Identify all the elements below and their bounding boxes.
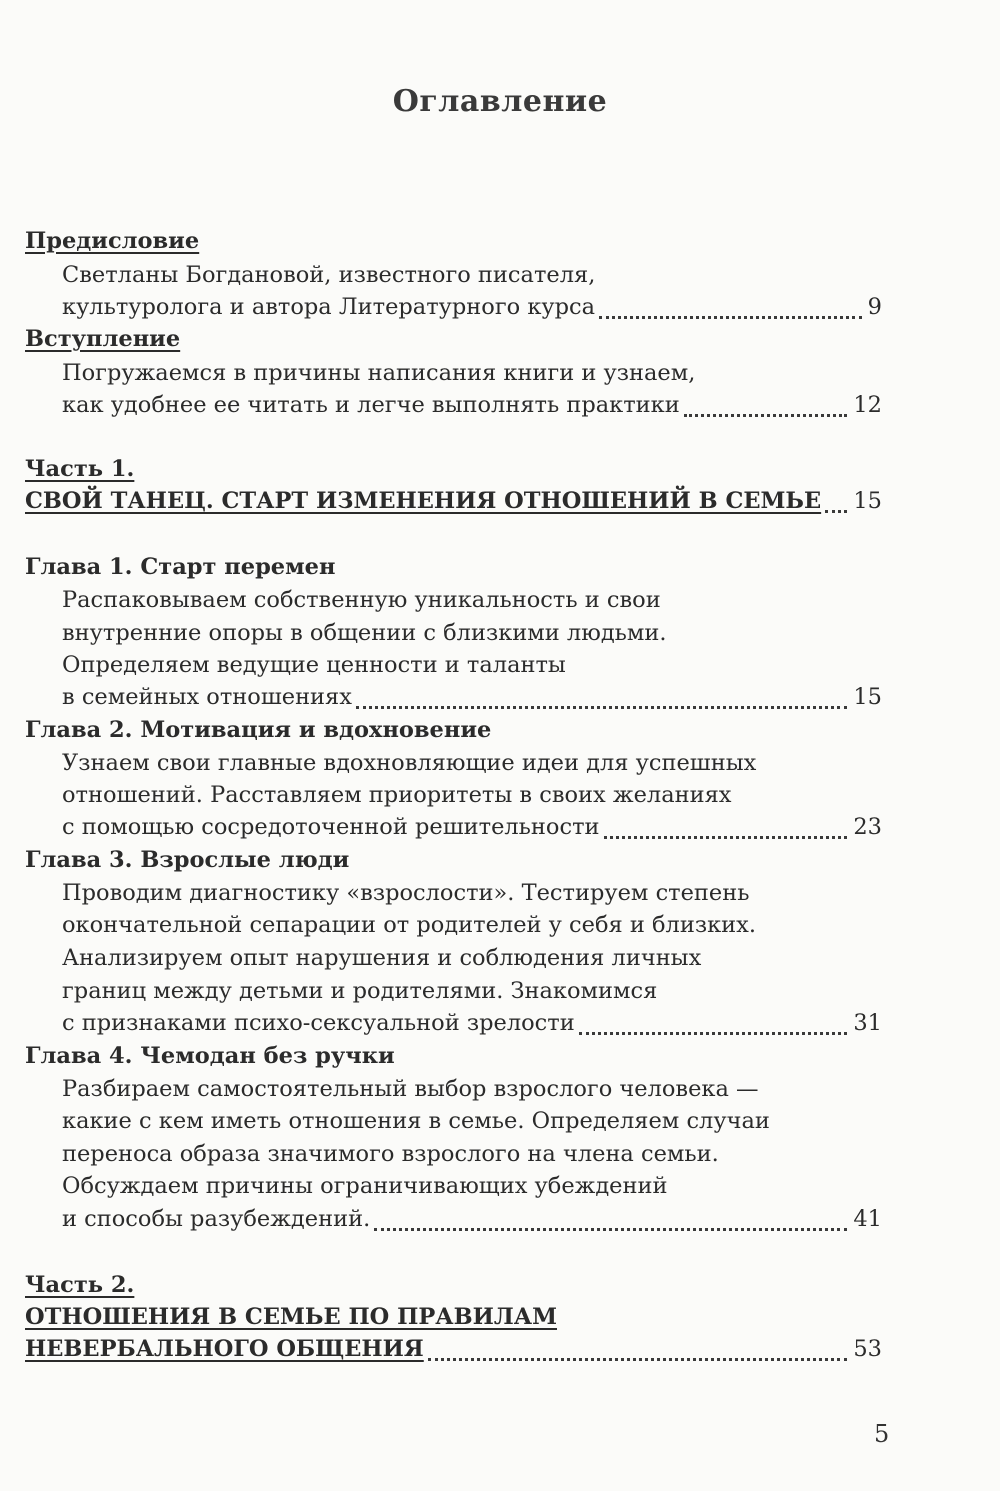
- chapter4-heading[interactable]: Глава 4. Чемодан без ручки: [25, 1043, 395, 1069]
- chapter1-page: 15: [853, 684, 882, 710]
- part1-entry[interactable]: [25, 484, 882, 518]
- chapter4-line-3: переноса образа значимого взрослого на члена семьи.: [62, 1141, 719, 1167]
- dot-leader: [428, 1352, 848, 1361]
- chapter4-last-line: и способы разубеждений.: [62, 1206, 371, 1232]
- chapter1-line-2: внутренние опоры в общении с близкими людьми.: [62, 620, 667, 646]
- chapter1-line-3: Определяем ведущие ценности и таланты: [62, 652, 566, 678]
- dot-leader: [356, 700, 847, 709]
- chapter2-page: 23: [853, 814, 882, 840]
- intro-heading[interactable]: Вступление: [25, 326, 181, 352]
- chapter1-last-line: в семейных отношениях: [62, 684, 352, 710]
- dot-leader: [374, 1222, 847, 1231]
- chapter1-entry[interactable]: [62, 680, 882, 714]
- chapter4-line-1: Разбираем самостоятельный выбор взрослого человека —: [62, 1076, 759, 1102]
- chapter1-heading[interactable]: Глава 1. Старт перемен: [25, 554, 336, 580]
- chapter3-entry[interactable]: [62, 1006, 882, 1040]
- part2-title-line-2: НЕВЕРБАЛЬНОГО ОБЩЕНИЯ: [25, 1336, 424, 1362]
- chapter3-line-4: границ между детьми и родителями. Знакомимся: [62, 978, 658, 1004]
- chapter3-heading[interactable]: Глава 3. Взрослые люди: [25, 847, 350, 873]
- dot-leader: [684, 408, 848, 417]
- chapter4-page: 41: [853, 1206, 882, 1232]
- part1-label[interactable]: Часть 1.: [25, 456, 135, 482]
- chapter3-line-1: Проводим диагностику «взрослости». Тестируем степень: [62, 880, 750, 906]
- chapter4-entry[interactable]: [62, 1202, 882, 1236]
- chapter3-line-3: Анализируем опыт нарушения и соблюдения личных: [62, 945, 702, 971]
- chapter1-line-1: Распаковываем собственную уникальность и свои: [62, 587, 661, 613]
- chapter2-heading[interactable]: Глава 2. Мотивация и вдохновение: [25, 717, 492, 743]
- chapter4-line-4: Обсуждаем причины ограничивающих убеждений: [62, 1173, 668, 1199]
- intro-entry[interactable]: [62, 388, 882, 422]
- part2-entry[interactable]: [25, 1332, 882, 1366]
- chapter3-last-line: с признаками психо-сексуальной зрелости: [62, 1010, 575, 1036]
- chapter2-last-line: с помощью сосредоточенной решительности: [62, 814, 600, 840]
- page-number: 5: [874, 1420, 890, 1448]
- chapter2-line-1: Узнаем свои главные вдохновляющие идеи для успешных: [62, 750, 757, 776]
- chapter2-entry[interactable]: [62, 810, 882, 844]
- intro-line-1: Погружаемся в причины написания книги и узнаем,: [62, 360, 696, 386]
- dot-leader: [599, 310, 862, 319]
- preface-heading[interactable]: Предисловие: [25, 228, 200, 254]
- chapter3-page: 31: [853, 1010, 882, 1036]
- part1-page: 15: [853, 488, 882, 514]
- part2-title-line-1[interactable]: ОТНОШЕНИЯ В СЕМЬЕ ПО ПРАВИЛАМ: [25, 1304, 558, 1330]
- intro-page: 12: [853, 392, 882, 418]
- intro-line-2: как удобнее ее читать и легче выполнять практики: [62, 392, 680, 418]
- dot-leader: [604, 830, 848, 839]
- part2-label[interactable]: Часть 2.: [25, 1272, 135, 1298]
- part2-page: 53: [853, 1336, 882, 1362]
- dot-leader: [579, 1026, 848, 1035]
- dot-leader: [825, 504, 847, 513]
- preface-line-2: культуролога и автора Литературного курса: [62, 294, 596, 320]
- page-title: Оглавление: [392, 84, 608, 119]
- preface-line-1: Светланы Богдановой, известного писателя,: [62, 262, 596, 288]
- chapter2-line-2: отношений. Расставляем приоритеты в своих желаниях: [62, 782, 732, 808]
- preface-page: 9: [867, 294, 882, 320]
- chapter3-line-2: окончательной сепарации от родителей у себя и близких.: [62, 912, 757, 938]
- preface-entry[interactable]: [62, 290, 882, 324]
- chapter4-line-2: какие с кем иметь отношения в семье. Определяем случаи: [62, 1108, 770, 1134]
- part1-title: СВОЙ ТАНЕЦ. СТАРТ ИЗМЕНЕНИЯ ОТНОШЕНИЙ В СЕМЬЕ: [25, 488, 822, 514]
